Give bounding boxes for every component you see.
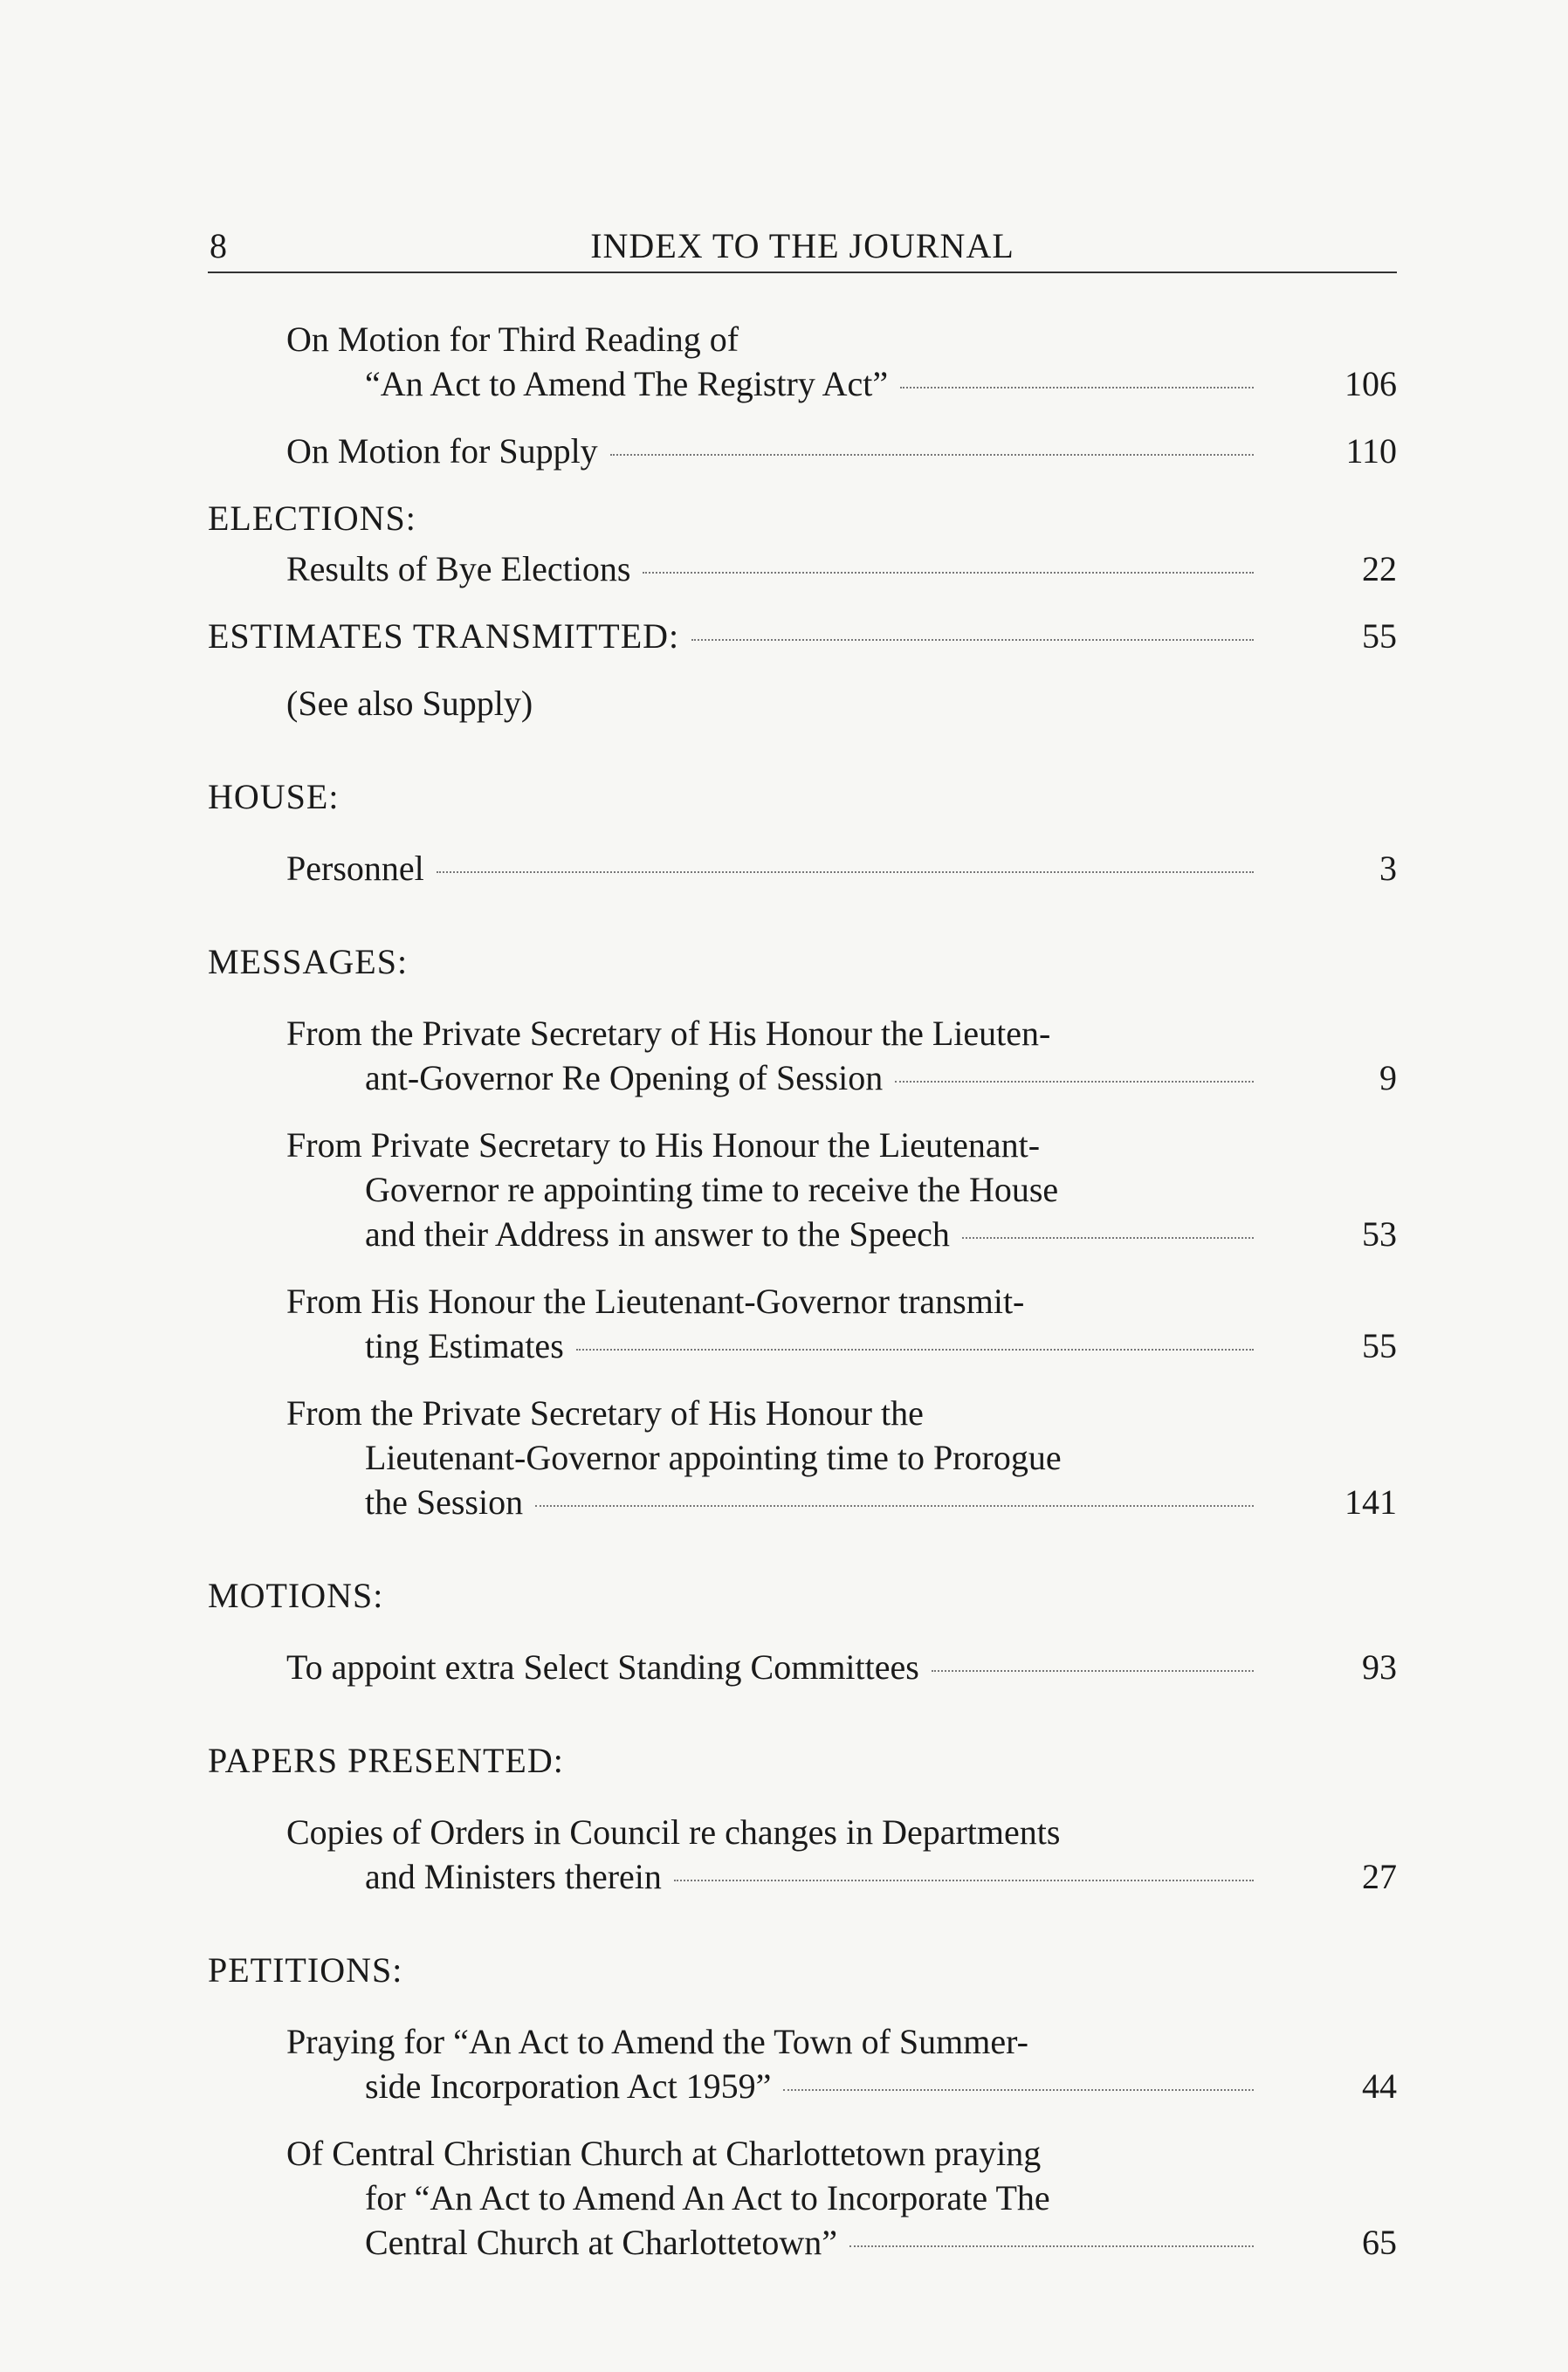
page-reference: 44: [1362, 2066, 1397, 2106]
index-entry: [208, 2019, 1397, 2108]
section-heading: PAPERS PRESENTED:: [208, 1741, 564, 1780]
page-reference: 65: [1362, 2223, 1397, 2262]
dot-leader: [691, 639, 1254, 641]
page-reference: 3: [1379, 849, 1397, 888]
dot-leader: [932, 1670, 1254, 1672]
page-reference: 106: [1344, 364, 1397, 403]
dot-leader: [895, 1081, 1254, 1083]
entry-line: the Session: [365, 1482, 524, 1522]
entry-line: Results of Bye Elections: [286, 549, 631, 588]
entry-line: Governor re appointing time to receive the House: [365, 1170, 1059, 1209]
page-header: [208, 223, 1397, 273]
entry-line: From Private Secretary to His Honour the Lieutenant-: [286, 1125, 1041, 1165]
index-entry: [208, 1645, 1397, 1689]
index-entry: [208, 547, 1397, 591]
entry-line: To appoint extra Select Standing Committees: [286, 1647, 919, 1687]
entry-line: Copies of Orders in Council re changes in Departments: [286, 1812, 1061, 1852]
entry-line: for “An Act to Amend An Act to Incorporate The: [365, 2178, 1050, 2217]
entry-line: and Ministers therein: [365, 1857, 662, 1896]
dot-leader: [962, 1237, 1254, 1239]
index-entry: [208, 1391, 1397, 1524]
entry-line: From the Private Secretary of His Honour the: [286, 1393, 924, 1433]
index-entry: [208, 429, 1397, 473]
page-reference: 55: [1362, 1326, 1397, 1365]
entry-line: From the Private Secretary of His Honour the Lieuten-: [286, 1014, 1051, 1053]
index-page: [208, 223, 1397, 2287]
index-entry: [208, 317, 1397, 406]
section-heading: HOUSE:: [208, 777, 340, 816]
page-reference: 53: [1362, 1214, 1397, 1254]
section-heading: ESTIMATES TRANSMITTED:: [208, 616, 680, 656]
index-entry: [208, 1123, 1397, 1256]
section-heading: MESSAGES:: [208, 942, 409, 981]
section-heading: ELECTIONS:: [208, 498, 416, 538]
entry-line: From His Honour the Lieutenant-Governor transmit-: [286, 1282, 1025, 1321]
index-content: [208, 317, 1397, 2265]
entry-line: On Motion for Third Reading of: [286, 320, 739, 359]
entry-line: ant-Governor Re Opening of Session: [365, 1058, 884, 1097]
page-reference: 110: [1345, 431, 1397, 471]
dot-leader: [674, 1880, 1254, 1881]
dot-leader: [643, 572, 1254, 574]
dot-leader: [437, 871, 1254, 873]
page-reference: 27: [1362, 1857, 1397, 1896]
section-heading-entry: [208, 614, 1397, 658]
page-reference: 93: [1362, 1647, 1397, 1687]
index-entry: [208, 846, 1397, 890]
entry-line: Central Church at Charlottetown”: [365, 2223, 837, 2262]
page-reference: 141: [1344, 1482, 1397, 1522]
page-reference: 55: [1362, 616, 1397, 656]
dot-leader: [783, 2089, 1254, 2091]
page-reference: 9: [1379, 1058, 1397, 1097]
entry-line: Of Central Christian Church at Charlottetown praying: [286, 2134, 1042, 2173]
index-entry: [208, 1810, 1397, 1899]
entry-line: “An Act to Amend The Registry Act”: [365, 364, 889, 403]
entry-line: On Motion for Supply: [286, 431, 598, 471]
dot-leader: [535, 1505, 1254, 1507]
entry-line: and their Address in answer to the Speech: [365, 1214, 950, 1254]
entry-line: ting Estimates: [365, 1326, 564, 1365]
index-entry: [208, 2131, 1397, 2265]
section-heading: PETITIONS:: [208, 1950, 403, 1990]
page-reference: 22: [1362, 549, 1397, 588]
dot-leader: [576, 1349, 1254, 1351]
page-title: INDEX TO THE JOURNAL: [590, 226, 1014, 265]
page-number: 8: [210, 226, 227, 265]
dot-leader: [610, 454, 1254, 456]
entry-line: Lieutenant-Governor appointing time to Prorogue: [365, 1438, 1062, 1477]
index-entry: [208, 1011, 1397, 1100]
entry-line: side Incorporation Act 1959”: [365, 2066, 772, 2106]
index-entry: [208, 1279, 1397, 1368]
cross-reference-note: (See also Supply): [286, 684, 533, 723]
dot-leader: [900, 387, 1254, 388]
section-heading: MOTIONS:: [208, 1576, 384, 1615]
entry-line: Praying for “An Act to Amend the Town of Summer-: [286, 2022, 1028, 2061]
entry-line: Personnel: [286, 849, 424, 888]
dot-leader: [849, 2245, 1254, 2247]
